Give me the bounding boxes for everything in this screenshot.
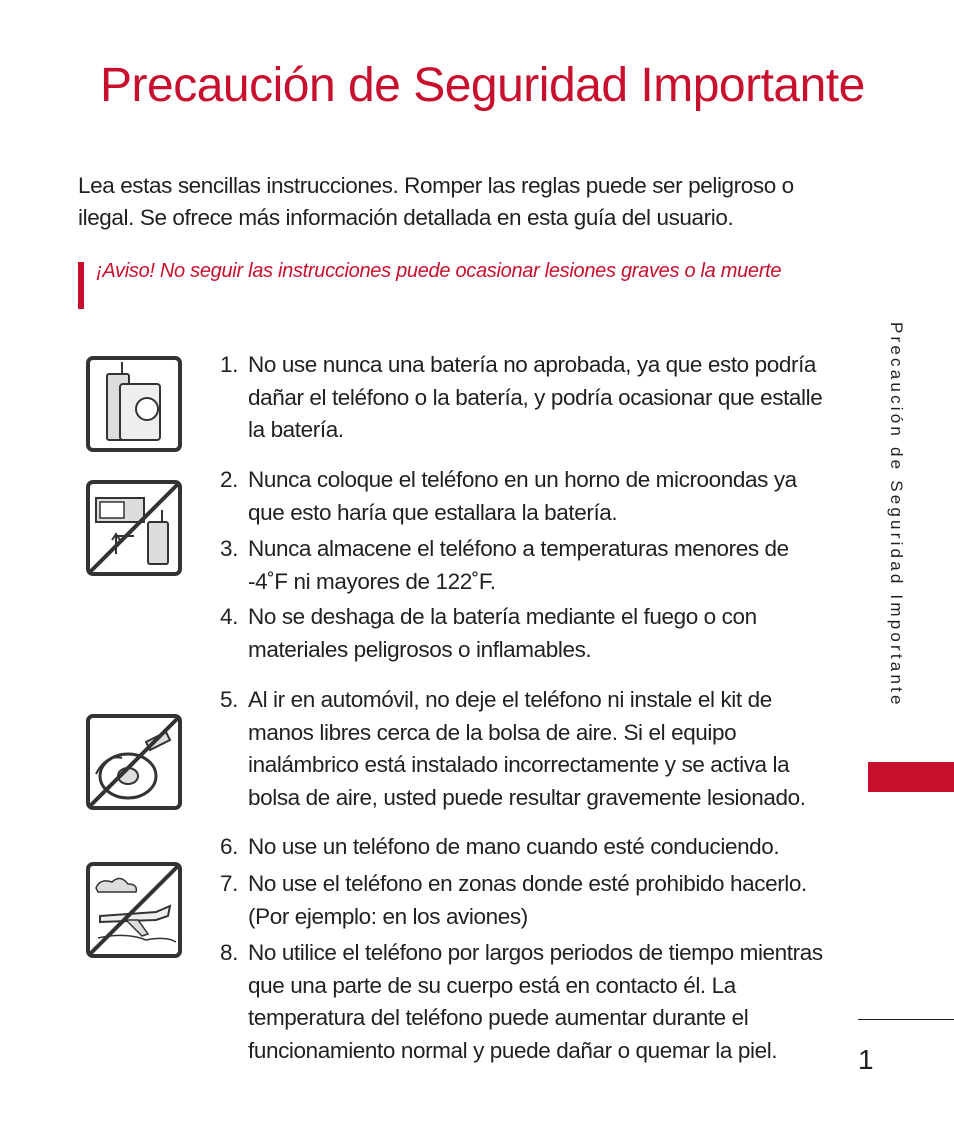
item-text: No use un teléfono de mano cuando esté conduciendo. xyxy=(248,834,780,859)
page-number: 1 xyxy=(858,1044,874,1075)
list-item xyxy=(220,868,830,933)
warning-bar xyxy=(78,262,84,309)
list-item xyxy=(220,464,830,529)
item-number: 3. xyxy=(220,536,238,561)
warning-text: ¡Aviso! No seguir las instrucciones puede ocasionar lesiones graves o la muerte xyxy=(96,260,782,282)
no-airplane-icon xyxy=(86,862,182,958)
warning-callout xyxy=(78,258,818,285)
no-airbag-icon xyxy=(86,714,182,810)
item-text: No utilice el teléfono por largos periodos de tiempo mientras que una parte de su cuerpo está en contacto él. La temperatura del teléfono puede aumentar durante el funcionamiento normal y puede dañar o quemar la piel. xyxy=(248,940,823,1063)
list-item xyxy=(220,684,830,814)
item-number: 6. xyxy=(220,834,238,859)
side-tab-label: Precaución de Seguridad Importante xyxy=(887,322,906,708)
item-text: Al ir en automóvil, no deje el teléfono ni instale el kit de manos libres cerca de la bolsa de aire. Si el equipo inalámbrico está instalado incorrectamente y se activa la bolsa de aire, usted puede resultar gravemente lesionado. xyxy=(248,687,806,810)
item-number: 8. xyxy=(220,940,238,965)
list-item xyxy=(220,937,830,1067)
side-tab-marker xyxy=(868,762,954,792)
page-number-rule xyxy=(858,1019,954,1020)
item-text: No use nunca una batería no aprobada, ya que esto podría dañar el teléfono o la batería, y podría ocasionar que estalle la batería. xyxy=(248,352,823,442)
list-item xyxy=(220,601,830,666)
item-number: 1. xyxy=(220,352,238,377)
page-title: Precaución de Seguridad Importante xyxy=(100,59,865,112)
intro-paragraph: Lea estas sencillas instrucciones. Romper las reglas puede ser peligroso o ilegal. Se ofrece más información detallada en esta guía del usuario. xyxy=(78,173,794,230)
item-number: 7. xyxy=(220,871,238,896)
item-text: Nunca almacene el teléfono a temperaturas menores de -4˚F ni mayores de 122˚F. xyxy=(248,536,789,594)
no-microwave-icon xyxy=(86,480,182,576)
item-number: 5. xyxy=(220,687,238,712)
item-text: Nunca coloque el teléfono en un horno de microondas ya que esto haría que estallara la batería. xyxy=(248,467,797,525)
list-item xyxy=(220,349,830,447)
item-text: No se deshaga de la batería mediante el fuego o con materiales peligrosos o inflamables. xyxy=(248,604,757,662)
item-text: No use el teléfono en zonas donde esté prohibido hacerlo. (Por ejemplo: en los aviones) xyxy=(248,871,807,929)
item-number: 2. xyxy=(220,467,238,492)
item-number: 4. xyxy=(220,604,238,629)
battery-phone-icon xyxy=(86,356,182,452)
list-item xyxy=(220,831,830,864)
list-item xyxy=(220,533,830,598)
